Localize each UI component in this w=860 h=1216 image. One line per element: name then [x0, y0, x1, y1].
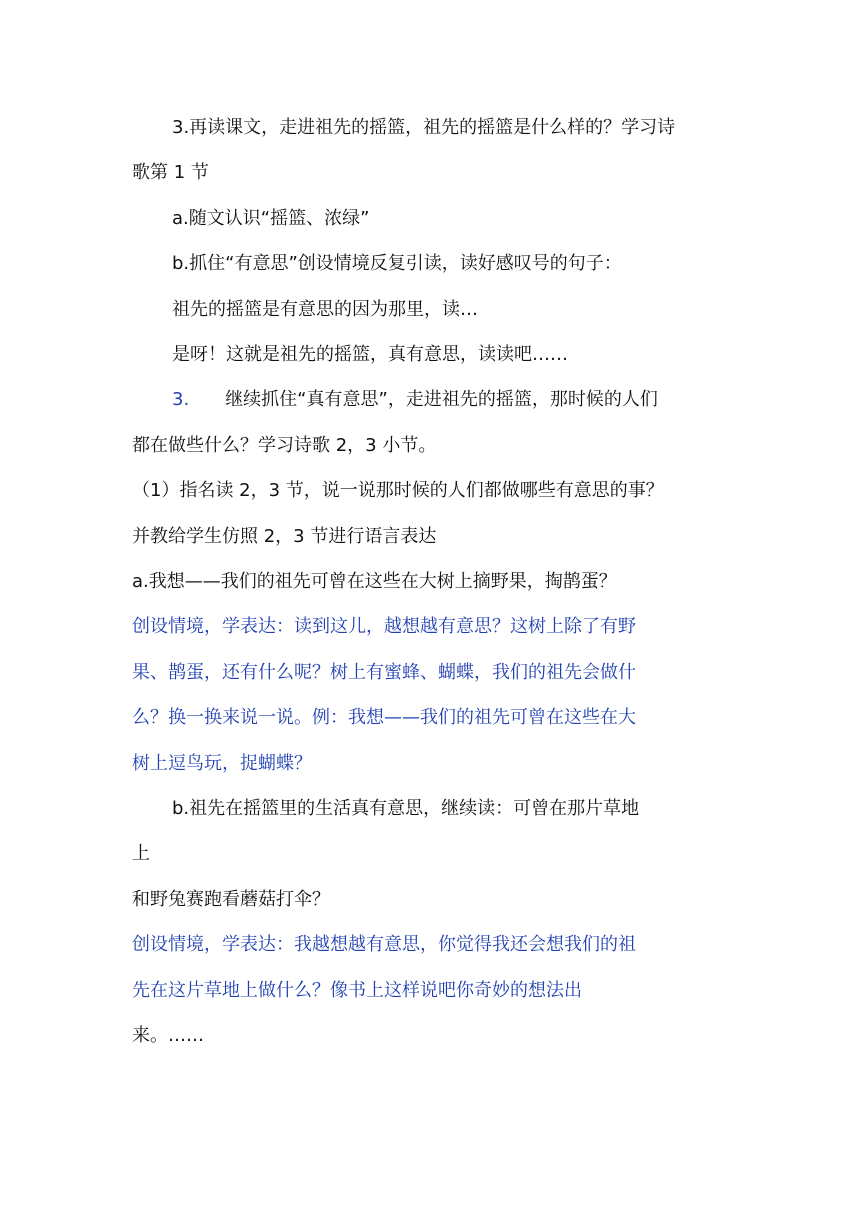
paragraph-line: 祖先的摇篮是有意思的因为那里，读…: [172, 299, 478, 320]
list-number: 3.: [172, 389, 190, 410]
paragraph-line: 歌第 1 节: [132, 162, 209, 183]
paragraph-line: 并教给学生仿照 2，3 节进行语言表达: [132, 526, 437, 547]
paragraph-line: 都在做些什么？学习诗歌 2，3 小节。: [132, 435, 437, 456]
paragraph-line: b.抓住“有意思”创设情境反复引读，读好感叹号的句子：: [172, 253, 622, 274]
paragraph-line-blue: 先在这片草地上做什么？像书上这样说吧你奇妙的想法出: [132, 980, 582, 1001]
paragraph-line: （1）指名读 2，3 节，说一说那时候的人们都做哪些有意思的事？: [132, 480, 664, 501]
paragraph-line-blue: 树上逗鸟玩，捉蝴蝶？: [132, 753, 312, 774]
paragraph-line: a.随文认识“摇篮、浓绿”: [172, 208, 370, 229]
paragraph-line: 3.再读课文，走进祖先的摇篮，祖先的摇篮是什么样的？学习诗: [172, 117, 676, 138]
paragraph-line: [172, 389, 658, 411]
paragraph-line-blue: 创设情境，学表达：读到这儿，越想越有意思？这树上除了有野: [132, 616, 636, 637]
paragraph-line: 上: [132, 843, 150, 864]
paragraph-line: a.我想——我们的祖先可曾在这些在大树上摘野果，掏鹊蛋？: [132, 571, 617, 592]
paragraph-line-blue: 果、鹊蛋，还有什么呢？树上有蜜蜂、蝴蝶，我们的祖先会做什: [132, 662, 636, 683]
paragraph-line: b.祖先在摇篮里的生活真有意思，继续读：可曾在那片草地: [172, 798, 640, 819]
paragraph-line-blue: 创设情境，学表达：我越想越有意思，你觉得我还会想我们的祖: [132, 934, 636, 955]
paragraph-line: 和野兔赛跑看蘑菇打伞？: [132, 889, 330, 910]
paragraph-line-blue: 么？换一换来说一说。例：我想——我们的祖先可曾在这些在大: [132, 707, 636, 728]
paragraph-text: 继续抓住“真有意思”，走进祖先的摇篮，那时候的人们: [225, 389, 658, 410]
paragraph-line: 来。……: [132, 1025, 204, 1046]
paragraph-line: 是呀！这就是祖先的摇篮，真有意思，读读吧……: [172, 344, 568, 365]
